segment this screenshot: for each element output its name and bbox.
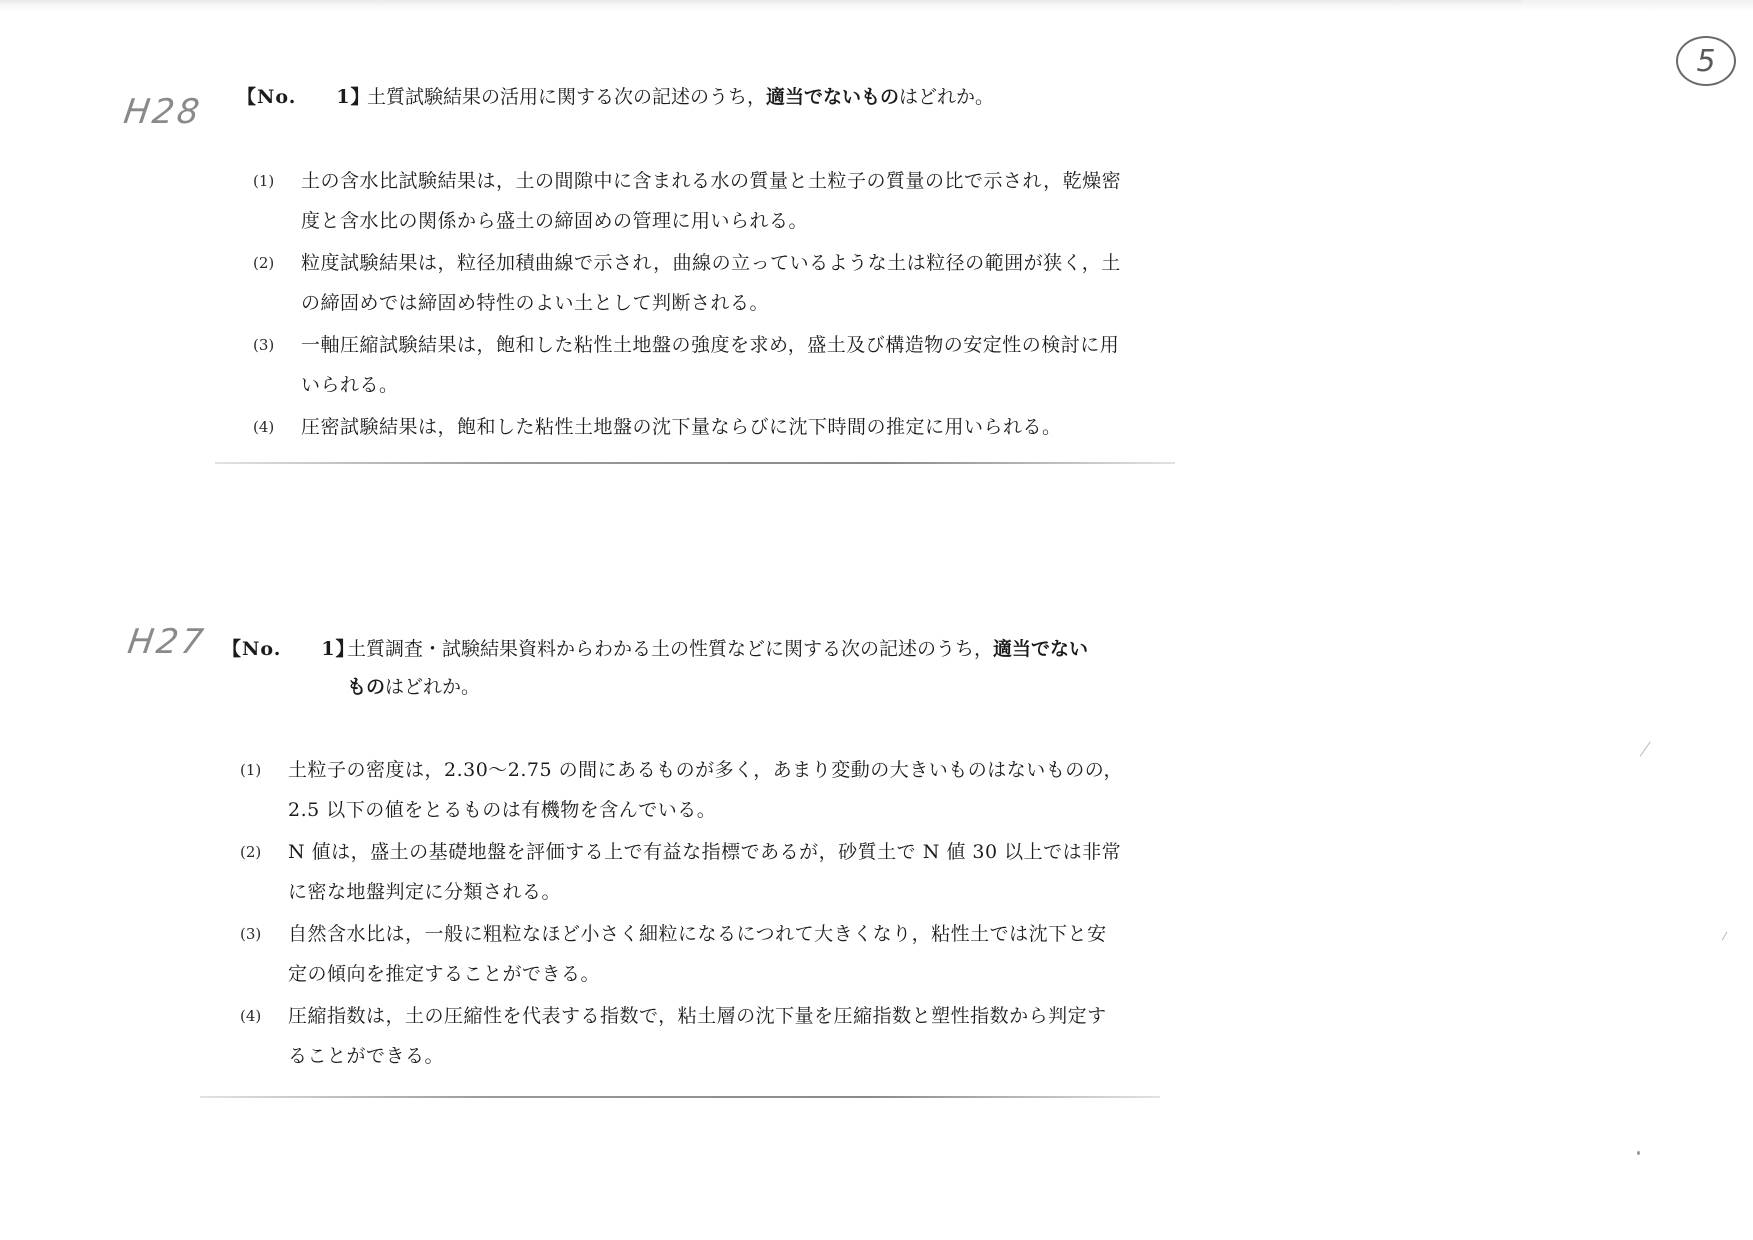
question-heading [222,630,1162,706]
year-annotation-h27: H27 [125,622,209,662]
question-stem [347,630,1088,668]
option-number: (2) [253,254,275,272]
question-stem-emphasis: 適当でない [993,638,1089,660]
option-line-2: の締固めでは締固め特性のよい土として判断される。 [301,292,770,314]
option-line-1: 圧縮指数は，土の圧縮性を代表する指数で，粘土層の沈下量を圧縮指数と塑性指数から判定す [288,1005,1107,1027]
question-number: 【No. 1】 [237,86,371,108]
question-stem-text: 土質調査・試験結果資料からわかる土の性質などに関する次の記述のうち， [347,638,994,660]
scan-top-shadow [0,0,1753,12]
question-stem-text: 土質試験結果の活用に関する次の記述のうち， [367,86,767,108]
option-number: (4) [240,1007,262,1025]
option-line-2: ることができる。 [288,1045,445,1067]
question-number: 【No. 1】 [222,638,356,660]
option-line-1: 土の含水比試験結果は，土の間隙中に含まれる水の質量と土粒子の質量の比で示され，乾燥密 [301,170,1122,192]
option-line-1: 圧密試験結果は，飽和した粘性土地盤の沈下量ならびに沈下時間の推定に用いられる。 [301,416,1062,438]
option-number: (4) [253,418,275,436]
option-number: (1) [240,761,262,779]
question-stem-line-2 [347,668,480,706]
option-line-1: 粒度試験結果は，粒径加積曲線で示され，曲線の立っているような土は粒径の範囲が狭く，土 [301,252,1121,274]
option-line-2: 2.5 以下の値をとるものは有機物を含んでいる。 [288,799,717,821]
option-line-1: 土粒子の密度は，2.30～2.75 の間にあるものが多く，あまり変動の大きいものはないものの， [288,759,1124,781]
question-stem-emphasis-2: もの [347,676,386,698]
option-number: (1) [253,172,275,190]
option-number: (3) [240,925,262,943]
option-number: (3) [253,336,275,354]
option-line-2: いられる。 [301,374,399,396]
option-number: (2) [240,843,262,861]
clipping-bottom-edge [215,462,1175,464]
scan-scratch [1640,741,1651,756]
option-line-1: 一軸圧縮試験結果は，飽和した粘性土地盤の強度を求め，盛土及び構造物の安定性の検討に用 [301,334,1120,356]
question-stem [367,78,994,116]
question-stem-end: はどれか。 [385,676,481,698]
page-number: 5 [1696,43,1716,79]
scan-edge-shadow [1523,0,1753,12]
option-line-1: 自然含水比は，一般に粗粒なほど小さく細粒になるにつれて大きくなり，粘性土では沈下と安 [288,923,1107,945]
year-annotation-h28: H28 [121,92,205,132]
question-stem-emphasis: 適当でないもの [766,86,900,108]
scan-speck [1637,1151,1640,1155]
scan-scratch [1722,932,1728,941]
question-block-h28 [215,68,1175,464]
option-line-2: 定の傾向を推定することができる。 [288,963,601,985]
clipping-bottom-edge [200,1096,1160,1098]
question-block-h27 [200,620,1160,1098]
option-line-2: に密な地盤判定に分類される。 [288,881,562,903]
page-number-circled [1676,36,1736,86]
option-line-1: N 値は，盛土の基礎地盤を評価する上で有益な指標であるが，砂質土で N 値 30 以上では非常 [288,841,1122,863]
question-stem-end: はどれか。 [899,86,995,108]
option-line-2: 度と含水比の関係から盛土の締固めの管理に用いられる。 [301,210,809,232]
